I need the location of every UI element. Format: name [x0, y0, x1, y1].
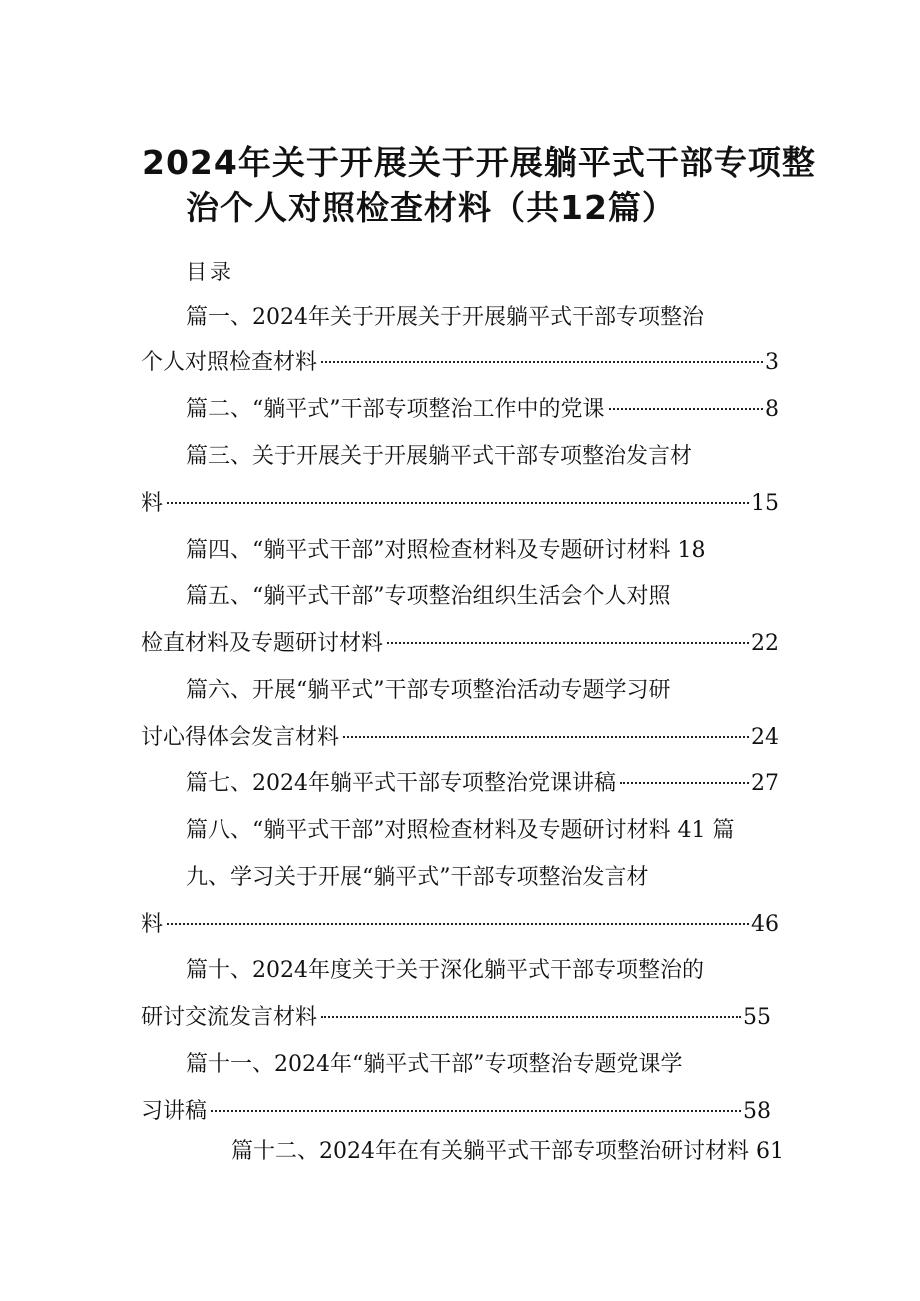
toc-heading: 目录: [186, 260, 234, 284]
dot-leader: [343, 736, 749, 738]
toc-entry-text: 篇八、“躺平式干部”对照检查材料及专题研讨材料 41 篇: [186, 818, 735, 843]
toc-page-number: 22: [751, 631, 779, 656]
dot-leader: [211, 1110, 741, 1112]
toc-entry-10-line-1[interactable]: [186, 956, 704, 986]
toc-entry-text: 篇二、“躺平式”干部专项整治工作中的党课: [186, 397, 605, 422]
toc-entry-11-line-1[interactable]: [186, 1050, 682, 1080]
dot-leader: [321, 361, 763, 363]
toc-entry-text: 篇一、2024年关于开展关于开展躺平式干部专项整治: [186, 305, 704, 330]
dot-leader: [620, 782, 749, 784]
toc-entry-text: 篇四、“躺平式干部”对照检查材料及专题研讨材料 18: [186, 538, 706, 563]
toc-entry-text: 检直材料及专题研讨材料: [141, 631, 384, 656]
toc-entry-1-line-1[interactable]: [186, 303, 704, 333]
toc-entry-2[interactable]: [186, 395, 779, 425]
toc-entry-8[interactable]: [186, 816, 734, 846]
toc-entry-10-line-2[interactable]: [141, 1003, 771, 1033]
toc-entry-text: 九、学习关于开展“躺平式”干部专项整治发言材: [186, 865, 649, 890]
toc-entry-text: 个人对照检查材料: [141, 350, 318, 375]
document-title-line-1: 2024年关于开展关于开展躺平式干部专项整: [142, 143, 816, 182]
toc-entry-6-line-1[interactable]: [186, 676, 671, 706]
toc-entry-text: 篇十二、2024年在有关躺平式干部专项整治研讨材料 61: [231, 1139, 784, 1164]
toc-page-number: 46: [751, 912, 779, 937]
toc-entry-text: 篇五、“躺平式干部”专项整治组织生活会个人对照: [186, 584, 671, 609]
dot-leader: [321, 1016, 741, 1018]
toc-entry-text: 篇七、2024年躺平式干部专项整治党课讲稿: [186, 771, 616, 796]
dot-leader: [167, 923, 749, 925]
toc-entry-5-line-2[interactable]: [141, 629, 779, 659]
toc-page-number: 3: [765, 350, 779, 375]
toc-page-number: 55: [743, 1005, 771, 1030]
toc-entry-text: 料: [141, 912, 164, 937]
document-title-line-2: 治个人对照检查材料（共12篇）: [186, 188, 676, 227]
toc-entry-text: 篇六、开展“躺平式”干部专项整治活动专题学习研: [186, 678, 671, 703]
toc-entry-6-line-2[interactable]: [141, 723, 779, 753]
toc-entry-11-line-2[interactable]: [141, 1097, 771, 1127]
toc-entry-3-line-1[interactable]: [186, 442, 692, 472]
toc-page-number: 27: [751, 771, 779, 796]
toc-page-number: 58: [743, 1099, 771, 1124]
toc-entry-text: 讨心得体会发言材料: [141, 725, 340, 750]
dot-leader: [167, 502, 749, 504]
dot-leader: [609, 408, 764, 410]
toc-page-number: 24: [751, 725, 779, 750]
toc-entry-9-line-2[interactable]: [141, 910, 779, 940]
toc-entry-3-line-2[interactable]: [141, 489, 779, 519]
toc-entry-9-line-1[interactable]: [186, 863, 649, 893]
toc-entry-text: 篇十一、2024年“躺平式干部”专项整治专题党课学: [186, 1052, 683, 1077]
toc-entry-7[interactable]: [186, 769, 779, 799]
toc-entry-text: 篇三、关于开展关于开展躺平式干部专项整治发言材: [186, 444, 693, 469]
toc-entry-text: 研讨交流发言材料: [141, 1005, 318, 1030]
toc-entry-text: 习讲稿: [141, 1099, 208, 1124]
toc-page-number: 8: [765, 397, 779, 422]
toc-entry-5-line-1[interactable]: [186, 582, 671, 612]
dot-leader: [387, 642, 749, 644]
toc-page-number: 15: [751, 491, 779, 516]
toc-entry-4[interactable]: [186, 536, 705, 566]
toc-entry-text: 篇十、2024年度关于关于深化躺平式干部专项整治的: [186, 958, 704, 983]
toc-entry-1-line-2[interactable]: [141, 348, 779, 378]
toc-entry-text: 料: [141, 491, 164, 516]
toc-entry-12[interactable]: [231, 1137, 784, 1167]
